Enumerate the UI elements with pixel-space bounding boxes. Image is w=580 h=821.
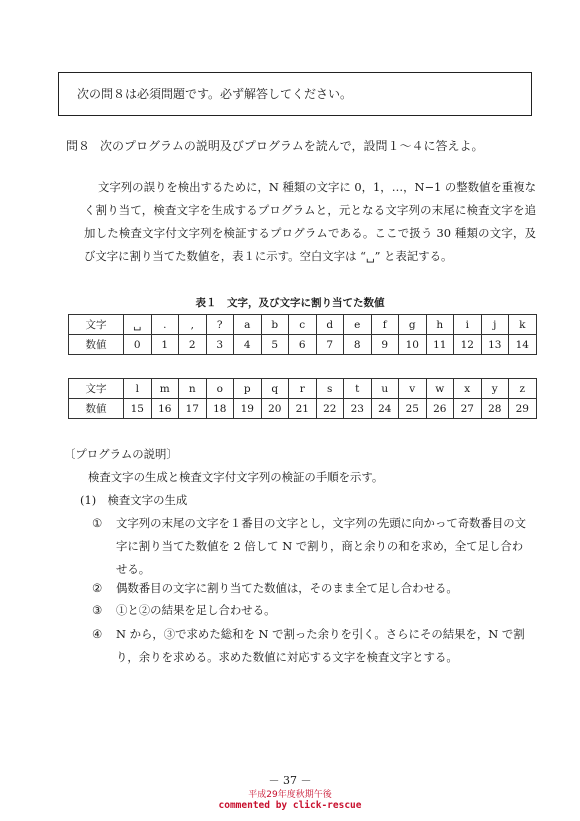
char-cell: t [344, 379, 372, 399]
required-question-notice [58, 72, 532, 116]
row-header-value: 数値 [69, 335, 124, 355]
value-cell: 25 [399, 399, 427, 419]
char-cell: e [344, 315, 372, 335]
char-cell: m [151, 379, 179, 399]
char-cell: ? [206, 315, 234, 335]
step-text: ①と②の結果を足し合わせる。 [116, 603, 276, 617]
char-value-table-part2 [68, 378, 537, 419]
intro-paragraph [84, 176, 536, 268]
value-cell: 0 [124, 335, 152, 355]
char-cell: p [234, 379, 262, 399]
intro-text: 文字列の誤りを検出するために，N 種類の文字に 0，1，…，N−1 の整数値を重複なく割り当て，検査文字を生成するプログラムと，元となる文字列の末尾に検査文字を追加した検査文字付文字列を検証するプログラムである。ここで扱う 30 種類の文字，及び文字に割り当てた数値を，表１に示す。空白文字は “␣” と表記する。 [84, 180, 536, 263]
table-caption: 表１ 文字，及び文字に割り当てた数値 [195, 297, 385, 309]
value-cell: 14 [509, 335, 537, 355]
value-cell: 19 [234, 399, 262, 419]
char-cell: c [289, 315, 317, 335]
char-cell: . [151, 315, 179, 335]
char-cell: o [206, 379, 234, 399]
char-row [69, 379, 537, 399]
value-cell: 3 [206, 335, 234, 355]
char-cell: ␣ [124, 315, 152, 335]
value-cell: 17 [179, 399, 207, 419]
value-cell: 24 [371, 399, 399, 419]
step-text: N から，③で求めた総和を N で割った余りを引く。さらにその結果を，N で割り，余りを求める。求めた数値に対応する文字を検査文字とする。 [116, 627, 525, 664]
char-cell: , [179, 315, 207, 335]
char-cell: n [179, 379, 207, 399]
char-cell: l [124, 379, 152, 399]
step-item [92, 577, 532, 600]
value-cell: 20 [261, 399, 289, 419]
exam-label: 平成29年度秋期午後 [248, 790, 332, 800]
step-number: ④ [92, 627, 103, 641]
value-cell: 13 [481, 335, 509, 355]
value-cell: 7 [316, 335, 344, 355]
value-cell: 15 [124, 399, 152, 419]
value-cell: 4 [234, 335, 262, 355]
char-cell: j [481, 315, 509, 335]
value-cell: 16 [151, 399, 179, 419]
row-header-char: 文字 [69, 379, 124, 399]
value-cell: 5 [261, 335, 289, 355]
value-cell: 29 [509, 399, 537, 419]
value-cell: 28 [481, 399, 509, 419]
char-cell: r [289, 379, 317, 399]
char-cell: u [371, 379, 399, 399]
value-cell: 22 [316, 399, 344, 419]
step-text: 偶数番目の文字に割り当てた数値は，そのまま全て足し合わせる。 [116, 581, 458, 595]
value-cell: 18 [206, 399, 234, 419]
value-cell: 2 [179, 335, 207, 355]
char-cell: h [426, 315, 454, 335]
value-row [69, 335, 537, 355]
step-heading: (1) 検査文字の生成 [80, 493, 188, 507]
value-cell: 11 [426, 335, 454, 355]
char-cell: w [426, 379, 454, 399]
value-cell: 21 [289, 399, 317, 419]
char-cell: q [261, 379, 289, 399]
char-row [69, 315, 537, 335]
value-cell: 8 [344, 335, 372, 355]
char-cell: i [454, 315, 482, 335]
value-cell: 27 [454, 399, 482, 419]
char-cell: z [509, 379, 537, 399]
char-cell: y [481, 379, 509, 399]
value-cell: 6 [289, 335, 317, 355]
value-cell: 26 [426, 399, 454, 419]
notice-text: 次の問８は必須問題です。必ず解答してください。 [77, 87, 353, 101]
value-cell: 1 [151, 335, 179, 355]
value-row [69, 399, 537, 419]
char-cell: x [454, 379, 482, 399]
step-item [92, 512, 532, 581]
char-cell: v [399, 379, 427, 399]
char-cell: s [316, 379, 344, 399]
value-cell: 9 [371, 335, 399, 355]
char-value-table-part1 [68, 314, 537, 355]
char-cell: g [399, 315, 427, 335]
char-cell: k [509, 315, 537, 335]
credit-label: commented by click-rescue [218, 800, 362, 811]
value-cell: 12 [454, 335, 482, 355]
step-number: ① [92, 516, 103, 530]
question-heading [66, 137, 484, 154]
step-item [92, 623, 532, 669]
value-cell: 10 [399, 335, 427, 355]
program-description-title: 〔プログラムの説明〕 [64, 447, 178, 461]
step-item [92, 599, 532, 622]
row-header-value: 数値 [69, 399, 124, 419]
step-number: ③ [92, 603, 103, 617]
row-header-char: 文字 [69, 315, 124, 335]
char-cell: b [261, 315, 289, 335]
question-title: 次のプログラムの説明及びプログラムを読んで，設問１～４に答えよ。 [100, 139, 484, 153]
program-description-line: 検査文字の生成と検査文字付文字列の検証の手順を示す。 [88, 470, 384, 484]
char-cell: a [234, 315, 262, 335]
value-cell: 23 [344, 399, 372, 419]
page-number: － 37 － [268, 774, 312, 787]
step-number: ② [92, 581, 103, 595]
question-number: 問８ [66, 139, 91, 153]
char-cell: d [316, 315, 344, 335]
step-text: 文字列の末尾の文字を１番目の文字とし，文字列の先頭に向かって奇数番目の文字に割り当てた数値を 2 倍して N で割り，商と余りの和を求め，全て足し合わせる。 [116, 516, 527, 576]
char-cell: f [371, 315, 399, 335]
